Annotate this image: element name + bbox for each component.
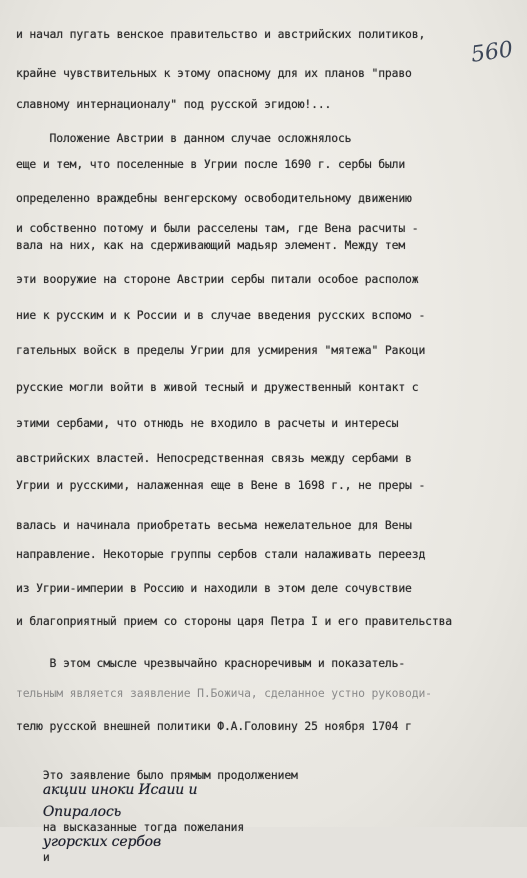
text-line: эти вооружие на стороне Австрии сербы питали особое располож bbox=[16, 272, 419, 286]
text-line: телю русской внешней политики Ф.А.Головину 25 ноября 1704 г bbox=[16, 719, 412, 733]
text-line: из Угрии-империи в Россию и находили в этом деле сочувствие bbox=[16, 581, 412, 595]
text-line: ние к русским и к России и в случае введения русских вспомо - bbox=[16, 308, 426, 322]
text-line: еще и тем, что поселенные в Угрии после 1690 г. сербы были bbox=[16, 157, 406, 171]
text-line: русские могли войти в живой тесный и дружественный контакт с bbox=[16, 380, 419, 394]
text-line: Положение Австрии в данном случае осложнялось bbox=[16, 131, 352, 145]
text-line: и собственно потому и были расселены там, где Вена расчиты - bbox=[16, 221, 419, 235]
typed-text: и bbox=[42, 850, 50, 864]
page-number: 560 bbox=[469, 37, 515, 68]
text-line: определенно враждебны венгерскому освободительному движению bbox=[16, 191, 412, 205]
text-line: этими сербами, что отнюдь не входило в расчеты и интересы bbox=[16, 416, 399, 430]
handwritten-insertion: акции иноки Исаии и bbox=[42, 782, 198, 798]
text-line: валась и начинала приобретать весьма нежелательное для Вены bbox=[16, 518, 412, 532]
text-line: Угрии и русскими, налаженная еще в Вене в 1698 г., не преры - bbox=[16, 478, 426, 492]
text-line: и начал пугать венское правительство и австрийских политиков, bbox=[16, 27, 426, 41]
text-line: австрийских властей. Непосредственная связь между сербами в bbox=[16, 451, 412, 465]
text-line: славному интернационалу" под русской эгидою!... bbox=[16, 97, 332, 111]
text-line: тельным является заявление П.Божича, сделанное устно руководи- bbox=[16, 686, 432, 700]
text-line: В этом смысле чрезвычайно красноречивым и показатель- bbox=[16, 656, 406, 670]
text-line: гательных войск в пределы Угрии для усмирения "мятежа" Ракоци bbox=[16, 343, 426, 357]
handwritten-word: Опиралось bbox=[42, 804, 122, 820]
text-line: вала на них, как на сдерживающий мадьяр элемент. Между тем bbox=[16, 238, 406, 252]
typed-text: на высказанные тогда пожелания bbox=[42, 820, 245, 834]
text-line: и благоприятный прием со стороны царя Петра I и его правительства bbox=[16, 614, 453, 628]
handwritten-insertion: угорских сербов bbox=[42, 834, 161, 850]
text-line bbox=[16, 790, 244, 878]
text-line: направление. Некоторые группы сербов стали налаживать переезд bbox=[16, 547, 426, 561]
text-line: крайне чувствительных к этому опасному для их планов "право bbox=[16, 66, 412, 80]
typed-text: Это заявление было прямым продолжением bbox=[42, 768, 298, 782]
